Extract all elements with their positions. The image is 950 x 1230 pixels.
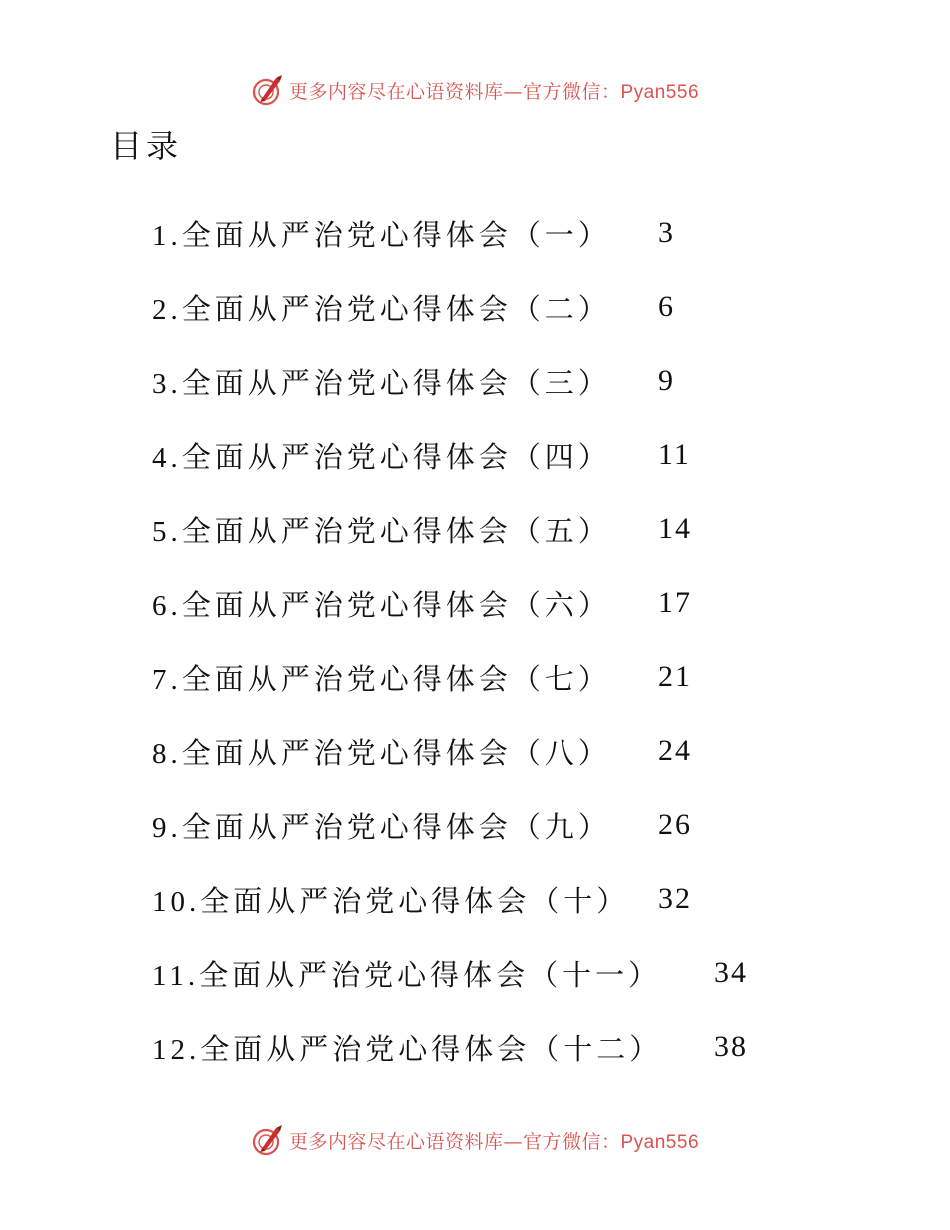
- toc-item[interactable]: [152, 788, 748, 862]
- toc-item[interactable]: [152, 270, 748, 344]
- toc-item[interactable]: [152, 492, 748, 566]
- watermark-text: 更多内容尽在心语资料库—官方微信：Pyan556: [288, 80, 700, 103]
- toc-item[interactable]: [152, 640, 748, 714]
- toc-item[interactable]: [152, 566, 748, 640]
- toc-item-page: 6: [658, 290, 675, 323]
- toc-item-title: 9.全面从严治党心得体会（九）: [152, 811, 611, 844]
- toc-item-title: 4.全面从严治党心得体会（四）: [152, 441, 611, 474]
- toc-item-page: 24: [658, 734, 692, 767]
- toc-title: 目录: [110, 127, 183, 165]
- toc-item-page: 11: [658, 438, 691, 471]
- footer-watermark: [0, 1120, 950, 1160]
- watermark-text: 更多内容尽在心语资料库—官方微信：Pyan556: [288, 1130, 700, 1153]
- toc-item-title: 11.全面从严治党心得体会（十一）: [152, 959, 662, 992]
- toc-item-page: 21: [658, 660, 692, 693]
- toc-item-page: 17: [658, 586, 692, 619]
- quill-pen-icon: [251, 1123, 285, 1157]
- toc-item-title: 7.全面从严治党心得体会（七）: [152, 663, 611, 696]
- toc-item-title: 2.全面从严治党心得体会（二）: [152, 293, 611, 326]
- toc-item[interactable]: [152, 196, 748, 270]
- toc-item-page: 9: [658, 364, 675, 397]
- toc-item-title: 10.全面从严治党心得体会（十）: [152, 885, 630, 918]
- quill-pen-icon: [251, 73, 285, 107]
- toc-item-title: 3.全面从严治党心得体会（三）: [152, 367, 611, 400]
- toc-item-title: 6.全面从严治党心得体会（六）: [152, 589, 611, 622]
- header-watermark: [0, 70, 950, 110]
- toc-item[interactable]: [152, 418, 748, 492]
- toc-item[interactable]: [152, 936, 748, 1010]
- toc-item[interactable]: [152, 714, 748, 788]
- toc-item[interactable]: [152, 1010, 748, 1084]
- toc-item-page: 14: [658, 512, 692, 545]
- toc-item-title: 5.全面从严治党心得体会（五）: [152, 515, 611, 548]
- toc-item-page: 32: [658, 882, 692, 915]
- toc-item-page: 34: [714, 956, 748, 989]
- toc-item-title: 8.全面从严治党心得体会（八）: [152, 737, 611, 770]
- toc-item-page: 38: [714, 1030, 748, 1063]
- toc-item-title: 1.全面从严治党心得体会（一）: [152, 219, 611, 252]
- toc-list: [152, 196, 748, 1084]
- toc-item-page: 26: [658, 808, 692, 841]
- toc-item-title: 12.全面从严治党心得体会（十二）: [152, 1033, 663, 1066]
- toc-item-page: 3: [658, 216, 675, 249]
- toc-item[interactable]: [152, 344, 748, 418]
- toc-item[interactable]: [152, 862, 748, 936]
